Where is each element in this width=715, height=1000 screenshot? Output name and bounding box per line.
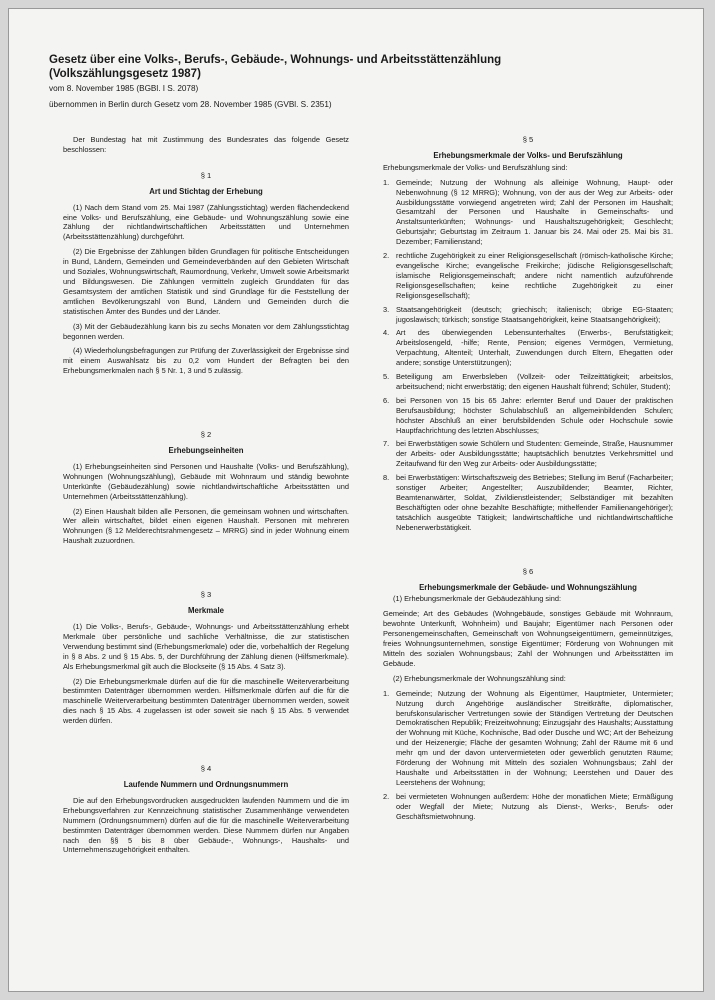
- berlin-adoption: übernommen in Berlin durch Gesetz vom 28. November 1985 (GVBl. S. 2351): [49, 99, 332, 109]
- section-number: § 3: [200, 590, 212, 600]
- paragraph: (1) Erhebungseinheiten sind Personen und Haushalte (Volks- und Berufszählung), Wohnungen (Wohnungszählung), Gebäude mit Wohnraum und ständig bewohnte Unterkünfte (Gebäudezählung) sowie nichtlandwirtschaftliche Arbeitsstätten und Unternehmen (Arbeitsstättenzählung).: [63, 461, 349, 501]
- right-column: [383, 135, 673, 825]
- section-4: [63, 764, 349, 855]
- paragraph: (2) Die Erhebungsmerkmale dürfen auf die für die maschinelle Weiterverarbeitung bestimmten Datenträger übernommen werden. Hilfsmerkmale dürfen auf die für die maschinelle Weiterverarbeitung bestimmten Datenträger übernommen werden, soweit dies nach § 15 Abs. 4 zugelassen ist oder soweit sie nach § 15 Abs. 5 verwendet werden dürfen.: [63, 676, 349, 726]
- section-number: § 4: [200, 764, 212, 774]
- section-title: Merkmale: [188, 606, 224, 616]
- section-title: Laufende Nummern und Ordnungsnummern: [123, 779, 289, 789]
- list-item: 7. bei Erwerbstätigen sowie Schülern und Studenten: Gemeinde, Straße, Hausnummer der Arbeits- oder Ausbildungsstätte; hauptsächlich benutztes Verkehrsmittel und Zeitaufwand für den Weg zur Arbeits- oder Ausbildungsstätte;: [383, 439, 673, 469]
- left-column: [63, 135, 349, 860]
- paragraph: (1) Nach dem Stand vom 25. Mai 1987 (Zählungsstichtag) werden flächendeckend eine Volks- und Berufszählung, eine Gebäude- und Wohnungszählung sowie eine Zählung der nichtlandwirtschaftlichen Arbeitsstätten und Unternehmen (Arbeitsstättenzählung) durchgeführt.: [63, 202, 349, 242]
- document-title: Gesetz über eine Volks-, Berufs-, Gebäude-, Wohnungs- und Arbeitsstättenzählung (Volkszählungsgesetz 1987): [49, 54, 502, 80]
- list-item: 2. rechtliche Zugehörigkeit zu einer Religionsgesellschaft (römisch-katholische Kirche; evangelische Kirche; evangelische Freikirche; jüdische Religionsgesellschaft; islamische Religionsgemeinschaft; andere nicht namentlich aufzuführende Religionsgesellschaften; keine rechtliche Zugehörigkeit zu einer Religionsgesellschaft);: [383, 251, 673, 300]
- section-5: [383, 135, 673, 533]
- section-title: Erhebungsmerkmale der Volks- und Berufszählung: [433, 150, 623, 160]
- document-header: [49, 53, 665, 110]
- law-date: vom 8. November 1985 (BGBl. I S. 2078): [49, 84, 199, 93]
- section-2: [63, 430, 349, 546]
- section-title: Art und Stichtag der Erhebung: [149, 186, 263, 196]
- paragraph: (3) Mit der Gebäudezählung kann bis zu sechs Monaten vor dem Zählungsstichtag begonnen werden.: [63, 321, 349, 341]
- list-item: 3. Staatsangehörigkeit (deutsch; griechisch; italienisch; übrige EG-Staaten; jugoslawisch; türkisch; sonstige Staatsangehörigkeit, keine Staatsangehörigkeit);: [383, 304, 673, 324]
- section-number: § 1: [200, 170, 212, 180]
- section-3: [63, 590, 349, 726]
- paragraph: (2) Erhebungsmerkmale der Wohnungszählung sind:: [393, 673, 566, 683]
- paragraph: (2) Die Ergebnisse der Zählungen bilden Grundlagen für politische Entscheidungen in Bund, Ländern, Gemeinden und Gemeindeverbänden auf den Gebieten Wirtschaft und Soziales, Wohnungswirtschaft, Raumordnung, Verkehr, Umwelt sowie Arbeitsmarkt und Bildungswesen. Die Zählungen vermitteln zugleich Grunddaten für das Gesamtsystem der amtlichen Statistik und sind Grundlage für die Feststellung der amtlichen Bevölkerungszahl von Bund, Ländern und Gemeinden durch die statistischen Ämter des Bundes und der Länder.: [63, 247, 349, 316]
- section-number: § 5: [522, 135, 534, 144]
- paragraph: Gemeinde; Art des Gebäudes (Wohngebäude, sonstiges Gebäude mit Wohnraum, bewohnte Unterkunft, Wohnheim) und Baujahr; Eigentümer nach Personen oder Personengemeinschaften, Gemeinschaft von Wohnungseigentümern, gemeinnütziges, freies Wohnungsunternehmen, sonstige Eigentümer; Förderung von Wohnungen mit Mitteln des sozialen Wohnungsbaus; Zahl der Wohnungen und Arbeitsstätten im Gebäude.: [383, 609, 673, 668]
- paragraph: (2) Einen Haushalt bilden alle Personen, die gemeinsam wohnen und wirtschaften. Wer allein wirtschaftet, bildet einen eigenen Haushalt. Personen mit mehreren Wohnungen (§ 12 Melderechtsrahmengesetz – MRRG) sind in jeder Wohnung einem Haushalt zuzuordnen.: [63, 506, 349, 546]
- list-item: 4. Art des überwiegenden Lebensunterhaltes (Erwerbs-, Berufstätigkeit; Arbeitslosengeld, -hilfe; Rente, Pension; eigenes Vermögen, Vermietung, Verpachtung, Altenteil; Unterhalt, Zuwendungen durch Eltern, Ehegatten oder andere; sonstige Unterstützungen);: [383, 328, 673, 368]
- paragraph: (1) Erhebungsmerkmale der Gebäudezählung sind:: [393, 594, 562, 604]
- paragraph: Die auf den Erhebungsvordrucken ausgedruckten laufenden Nummern und die im Erhebungsverfahren zur Kennzeichnung statistischer Zusammenhänge verwendeten Nummern (Ordnungsnummern) dürfen auf die für die maschinelle Weiterverarbeitung bestimmten Datenträger übernommen werden. Diese Nummern dürfen nur Angaben nach den §§ 5 bis 8 über Gebäude-, Wohnungs-, Haushalts- und Unternehmenszugehörigkeit enthalten.: [63, 795, 349, 855]
- section-6: [383, 567, 673, 822]
- list-item: 1. Gemeinde; Nutzung der Wohnung als alleinige Wohnung, Haupt- oder Nebenwohnung (§ 12 MRRG); Wohnung, von der aus der Weg zur Arbeits- oder Ausbildungsstätte vorwiegend angetreten wird; Zahl der Personen im Haushalt; Gesamtzahl der Personen und Haushalte in Gemeinschafts- und Anstaltsunterkünften; Wohnungs- und Haushaltszugehörigkeit; Geschlecht; Geburtsjahr; Geburtstag im Zeitraum 1. Januar bis 24. Mai oder 25. Mai bis 31. Dezember; Familienstand;: [383, 177, 673, 247]
- section-1: [63, 171, 349, 376]
- preamble: Der Bundestag hat mit Zustimmung des Bundesrates das folgende Gesetz beschlossen:: [63, 135, 349, 154]
- section-intro: Erhebungsmerkmale der Volks- und Berufszählung sind:: [383, 162, 568, 172]
- paragraph: (1) Die Volks-, Berufs-, Gebäude-, Wohnungs- und Arbeitsstättenzählung erhebt Merkmale über persönliche und sachliche Verhältnisse, die zur statistischen Verwendung bestimmt sind (Erhebungsmerkmale) oder die, vorbehaltlich der Regelung in § 8 Abs. 2 und § 15 Abs. 5, der Durchführung der Zählung dienen (Hilfsmerkmale). Als Erhebungsmerkmal gilt auch die Blockseite (§ 15 Abs. 4 Satz 3).: [63, 622, 349, 671]
- list-item: 5. Beteiligung am Erwerbsleben (Vollzeit- oder Teilzeittätigkeit; arbeitslos, arbeitsuchend; nicht erwerbstätig; den eigenen Haushalt führend; Schüler, Student);: [383, 372, 673, 391]
- list-item: 8. bei Erwerbstätigen: Wirtschaftszweig des Betriebes; Stellung im Beruf (Facharbeiter; sonstiger Arbeiter; Angestellter; Auszubildender; Beamter, Richter, Beamtenanwärter, Soldat, Zivildienstleistender; Selbständiger mit bezahlten Beschäftigten oder ohne bezahlte Beschäftigte; mithelfender Familienangehöriger); tatsächlich ausgeübte Tätigkeit; landwirtschaftliche und nichtlandwirtschaftliche Nebenerwerbstätigkeit.: [383, 473, 673, 532]
- document-page: [8, 8, 704, 992]
- section-number: § 2: [200, 430, 212, 440]
- section-title: Erhebungseinheiten: [168, 446, 244, 456]
- paragraph: (4) Wiederholungsbefragungen zur Prüfung der Zuverlässigkeit der Ergebnisse sind mit einem Auswahlsatz bis zu 0,2 vom Hundert der Befragten bei den Erhebungsmerkmalen nach § 5 Nr. 1, 3 und 5 zulässig.: [63, 346, 349, 376]
- list-item: 6. bei Personen von 15 bis 65 Jahre: erlernter Beruf und Dauer der praktischen Berufsausbildung; höchster Schulabschluß an allgemeinbildenden Schulen; höchster Abschluß an einer berufsbildenden Schule oder Hochschule sowie Hauptfachrichtung des letzten Abschlusses;: [383, 395, 673, 435]
- feature-list: [383, 689, 673, 822]
- list-item: 2. bei vermieteten Wohnungen außerdem: Höhe der monatlichen Miete; Ermäßigung oder Wegfall der Miete; Nutzung als Dienst-, Werks-, Berufs- oder Geschäftsmietwohnung.: [383, 791, 673, 821]
- list-item: 1. Gemeinde; Nutzung der Wohnung als Eigentümer, Hauptmieter, Untermieter; Nutzung durch Angehörige ausländischer Streitkräfte, diplomatischer, berufskonsularischer Vertretungen sowie der Ständigen Vertretung der Deutschen Demokratischen Republik; Freizeitwohnung; Einzugsjahr des Haushalts; Ausstattung der Wohnung mit Küche, Kochnische, Bad oder Dusche und WC; Art der Beheizung und der Heizenergie; Fläche der gesamten Wohnung; Zahl der Räume mit 6 und mehr qm und der davon untervermieteten oder gewerblich genutzten Räume; Förderung der Wohnung mit Mitteln des sozialen Wohnungsbaus; Zahl der Haushalte und Arbeitsstätten in der Wohnung; Leerstehen und Dauer des Leerstehens der Wohnung;: [383, 688, 673, 787]
- section-title: Erhebungsmerkmale der Gebäude- und Wohnungszählung: [419, 582, 637, 592]
- feature-list: [383, 178, 673, 533]
- section-number: § 6: [522, 566, 534, 576]
